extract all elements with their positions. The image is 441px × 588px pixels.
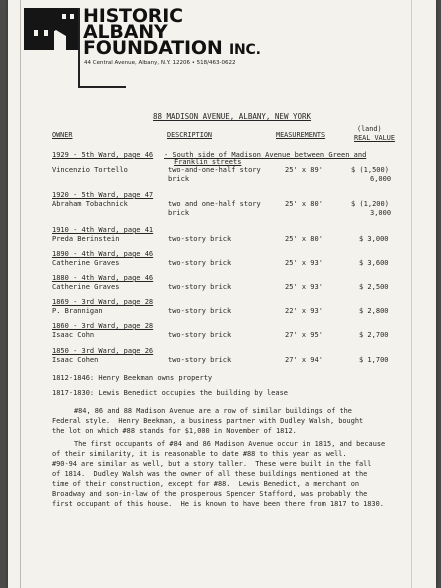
- margin-rule-left: [20, 0, 21, 588]
- record-value: $ 1,700: [359, 356, 389, 364]
- org-name-line1: HISTORIC: [83, 5, 183, 27]
- record-measure: 25' x 89': [285, 166, 323, 174]
- header-description: DESCRIPTION: [167, 131, 213, 139]
- record-desc-line: two-and-one-half story: [168, 166, 261, 174]
- record-ref: 1929 - 5th Ward, page 46: [52, 151, 154, 159]
- record-desc-line: brick: [168, 209, 190, 217]
- org-name-suffix: INC.: [228, 42, 261, 58]
- record-desc: two-story brick: [168, 307, 232, 315]
- paragraph-line: of 1814. Dudley Walsh was the owner of all these buildings mentioned at the: [52, 470, 368, 478]
- paragraph-line: Broadway and son-in-law of the prosperous Spencer Stafford, was probably the: [52, 490, 368, 498]
- record-owner: Preda Berinstein: [52, 235, 120, 243]
- record-ref: 1890 - 4th Ward, page 46: [52, 250, 154, 258]
- document-page: [8, 0, 436, 588]
- record-owner: Isaac Cohen: [52, 356, 99, 364]
- header-value-top: (land): [357, 125, 382, 133]
- record-owner: Catherine Graves: [52, 259, 120, 267]
- org-name-line2: ALBANY: [83, 21, 168, 43]
- paragraph-line: Federal style. Henry Beekman, a business partner with Dudley Walsh, bought: [52, 417, 364, 425]
- record-desc-line: two and one-half story: [168, 200, 261, 208]
- record-ref: 1850 - 3rd Ward, page 26: [52, 347, 154, 355]
- record-measure: 27' x 94': [285, 356, 323, 364]
- record-measure: 27' x 95': [285, 331, 323, 339]
- record-desc: two-story brick: [168, 356, 232, 364]
- record-desc: two-story brick: [168, 331, 232, 339]
- record-measure: 25' x 80': [285, 200, 323, 208]
- record-value: $ 3,600: [359, 259, 389, 267]
- paragraph-line: time of their construction, except for #88. Lewis Benedict, a merchant on: [52, 480, 359, 488]
- margin-rule-right: [411, 0, 412, 588]
- organization-name: [83, 5, 261, 59]
- record-value: $ 2,800: [359, 307, 389, 315]
- letterhead-rule-horizontal: [78, 86, 126, 88]
- building-silhouette-icon: [22, 6, 80, 54]
- record-measure: 22' x 93': [285, 307, 323, 315]
- record-owner: Catherine Graves: [52, 283, 120, 291]
- record-owner: Abraham Tobachnick: [52, 200, 128, 208]
- record-value: $ 2,500: [359, 283, 389, 291]
- organization-address: 44 Central Avenue, Albany, N.Y. 12206 • 518/463-0622: [84, 60, 236, 66]
- record-ref: 1860 - 3rd Ward, page 28: [52, 322, 154, 330]
- record-ref: 1880 - 4th Ward, page 46: [52, 274, 154, 282]
- header-value: REAL VALUE: [354, 134, 395, 142]
- record-desc-line: brick: [168, 175, 190, 183]
- record-desc: two-story brick: [168, 283, 232, 291]
- record-ref: 1910 - 4th Ward, page 41: [52, 226, 154, 234]
- record-value: $ 2,700: [359, 331, 389, 339]
- letterhead-rule-vertical: [78, 8, 80, 86]
- paragraph-line: #84, 86 and 88 Madison Avenue are a row of similar buildings of the: [74, 407, 352, 415]
- record-owner: P. Brannigan: [52, 307, 103, 315]
- note-line: 1817-1830: Lewis Benedict occupies the building by lease: [52, 389, 289, 397]
- record-desc-line: - South side of Madison Avenue between Green and: [164, 151, 367, 159]
- record-measure: 25' x 80': [285, 235, 323, 243]
- paragraph-line: the lot on which #88 stands for $1,000 in November of 1812.: [52, 427, 297, 435]
- record-desc-line: Franklin streets: [174, 158, 242, 166]
- record-measure: 25' x 93': [285, 259, 323, 267]
- paragraph-line: first occupant of this house. He is known to have been there from 1817 to 1830.: [52, 500, 384, 508]
- record-owner: Vincenzio Tortello: [52, 166, 128, 174]
- record-desc: two-story brick: [168, 259, 232, 267]
- record-value: $ (1,200): [351, 200, 389, 208]
- record-desc: two-story brick: [168, 235, 232, 243]
- paragraph-line: #90-94 are similar as well, but a story taller. These were built in the fall: [52, 460, 372, 468]
- record-ref: 1920 - 5th Ward, page 47: [52, 191, 154, 199]
- record-value: $ (1,500): [351, 166, 389, 174]
- record-value: 6,000: [370, 175, 392, 183]
- record-value: $ 3,000: [359, 235, 389, 243]
- header-owner: OWNER: [52, 131, 73, 139]
- paragraph-line: of their similarity, it is reasonable to date #88 to this year as well.: [52, 450, 347, 458]
- paragraph-line: The first occupants of #84 and 86 Madison Avenue occur in 1815, and because: [74, 440, 386, 448]
- header-measurements: MEASUREMENTS: [276, 131, 326, 139]
- record-owner: Isaac Cohn: [52, 331, 95, 339]
- document-title: 88 MADISON AVENUE, ALBANY, NEW YORK: [153, 112, 312, 121]
- note-line: 1812-1846: Henry Beekman owns property: [52, 374, 213, 382]
- record-value: 3,000: [370, 209, 392, 217]
- record-ref: 1869 - 3rd Ward, page 28: [52, 298, 154, 306]
- record-measure: 25' x 93': [285, 283, 323, 291]
- org-name-line3: FOUNDATION: [83, 37, 223, 59]
